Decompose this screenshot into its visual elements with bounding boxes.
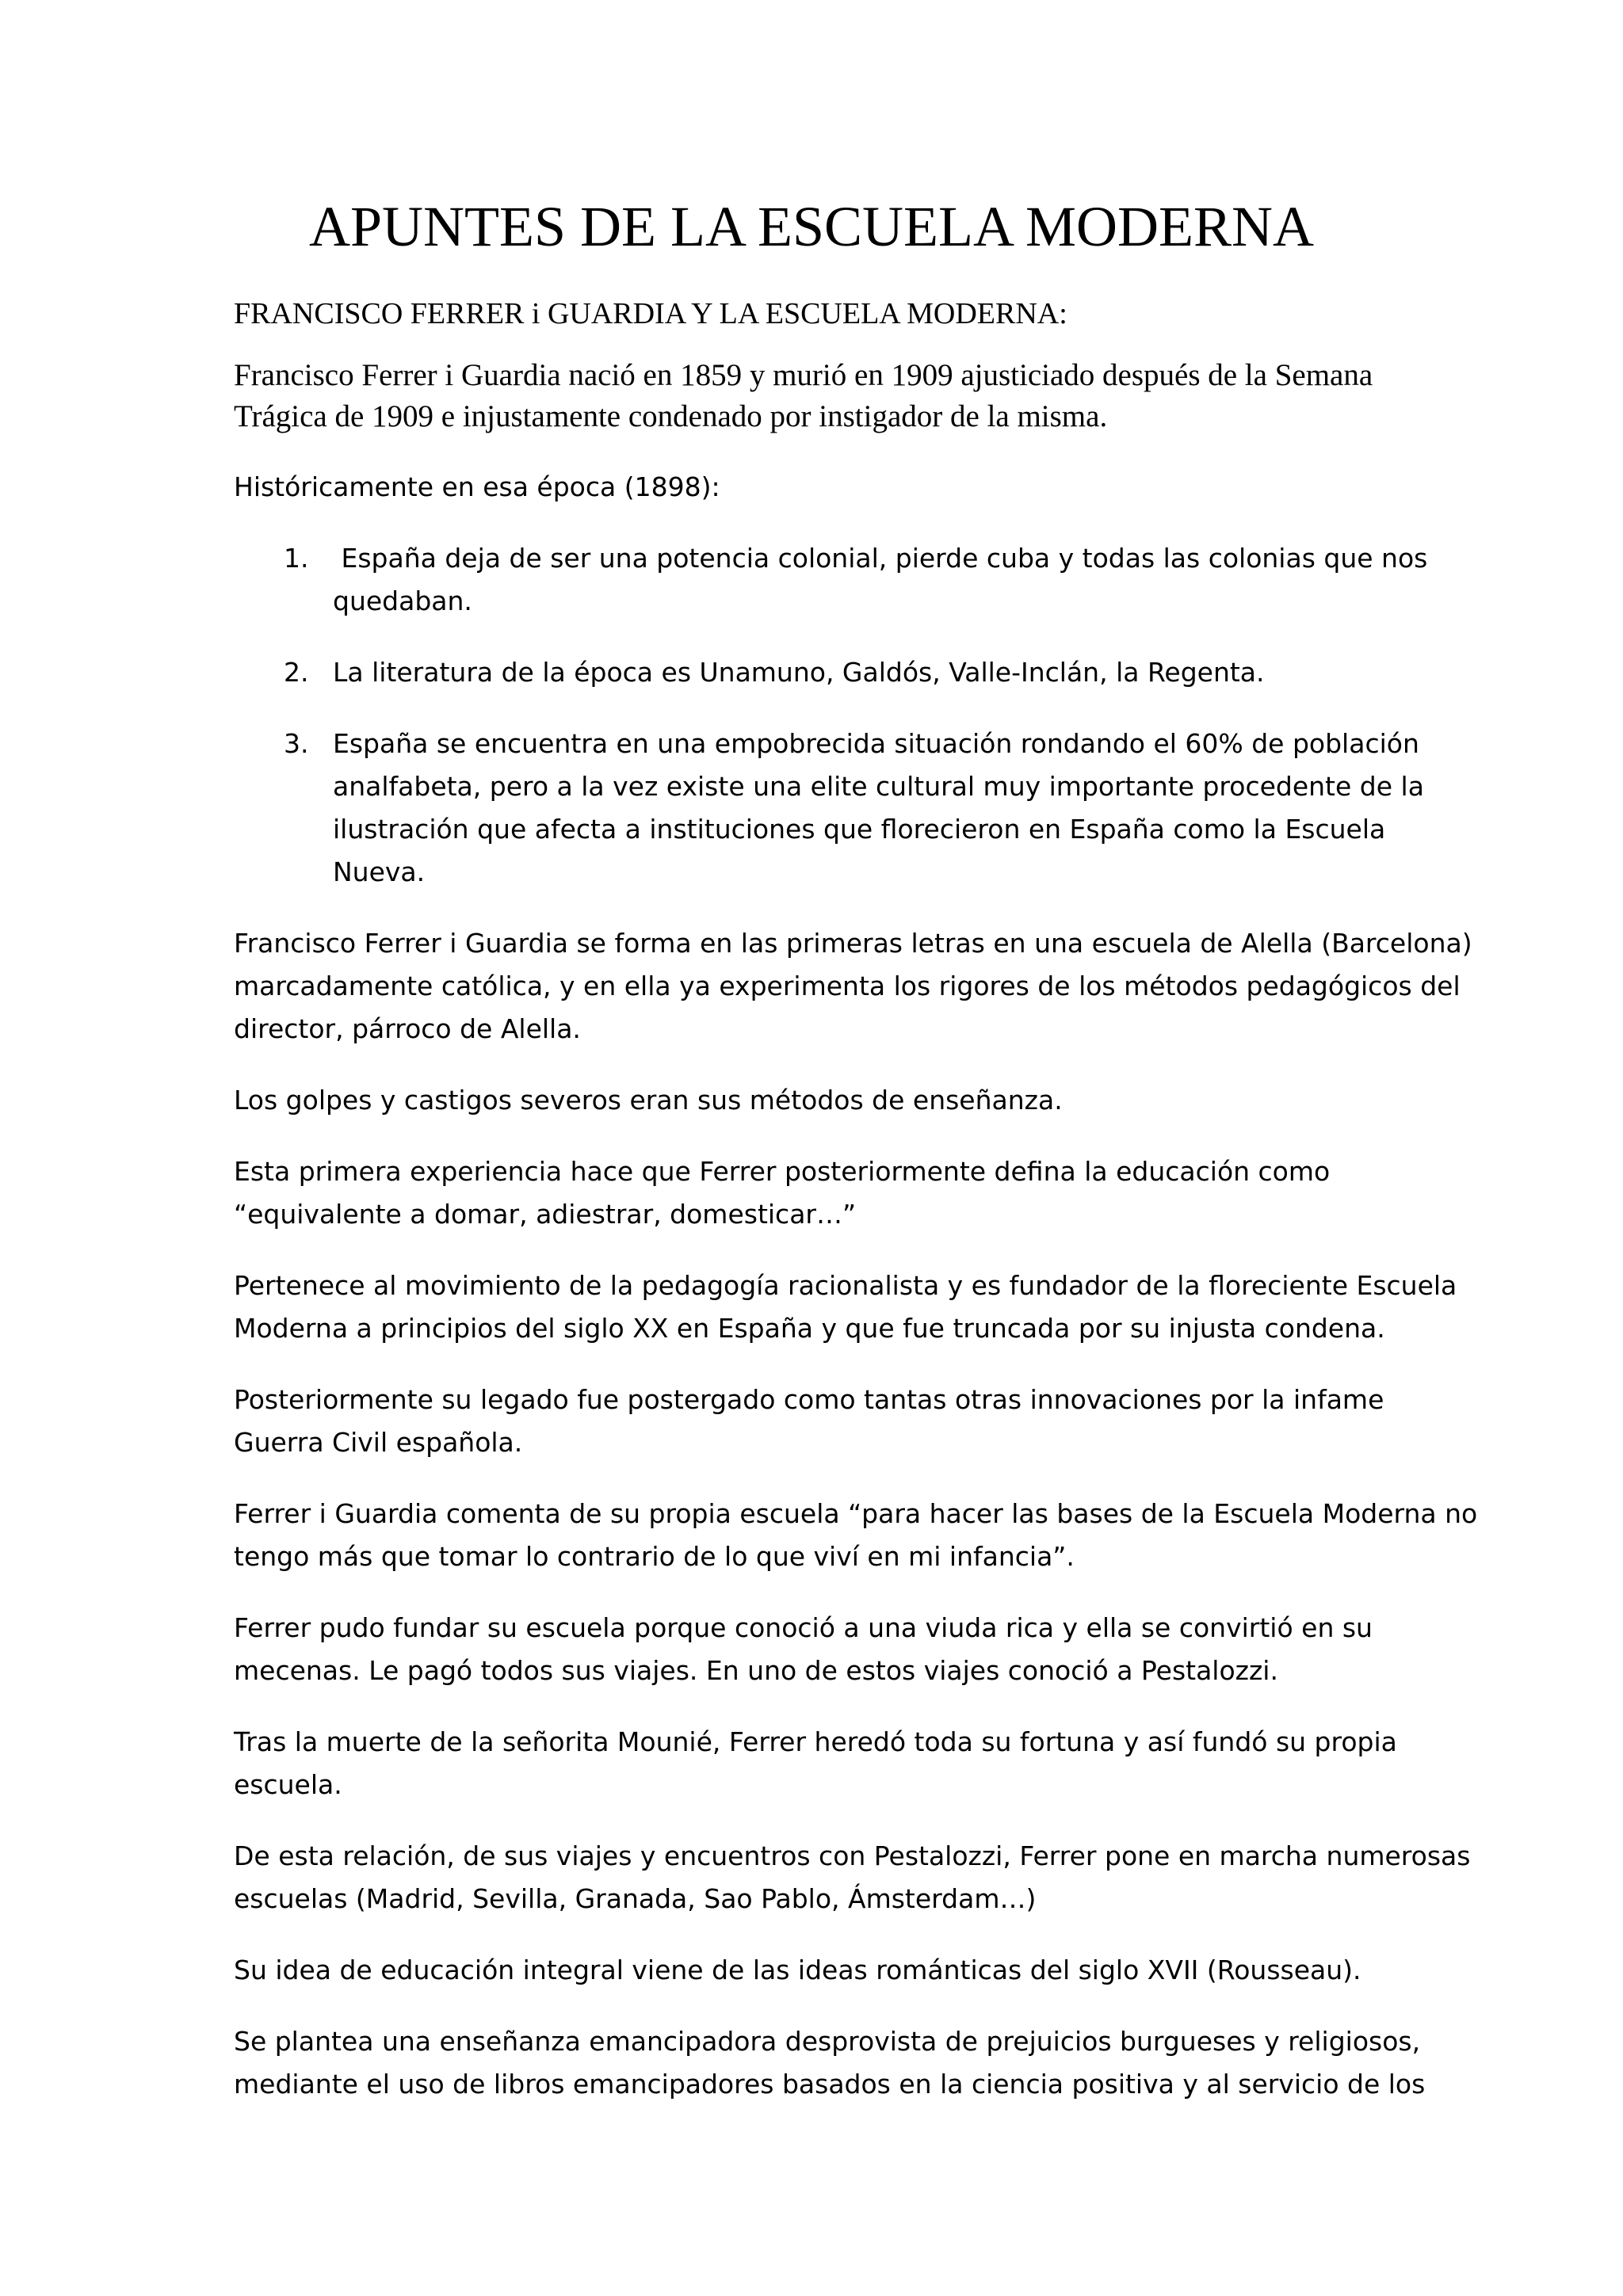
paragraph-line: mecenas. Le pagó todos sus viajes. En uno de estos viajes conoció a Pestalozzi. xyxy=(234,1655,1278,1686)
intro-line: Trágica de 1909 e injustamente condenado por instigador de la misma. xyxy=(234,399,1108,433)
paragraph-line: tengo más que tomar lo contrario de lo que viví en mi infancia”. xyxy=(234,1541,1075,1572)
paragraph-line: Esta primera experiencia hace que Ferrer posteriormente defina la educación como xyxy=(234,1156,1331,1187)
paragraph-line: Francisco Ferrer i Guardia se forma en las primeras letras en una escuela de Alella (Barcelona) xyxy=(234,928,1472,959)
paragraph-line: Moderna a principios del siglo XX en España y que fue truncada por su injusta condena. xyxy=(234,1313,1385,1344)
list-number: 2. xyxy=(284,657,309,688)
paragraph-line: Ferrer pudo fundar su escuela porque conoció a una viuda rica y ella se convirtió en su xyxy=(234,1612,1373,1643)
document-title: APUNTES DE LA ESCUELA MODERNA xyxy=(308,195,1315,258)
list-number: 3. xyxy=(284,728,309,759)
list-item-line: España deja de ser una potencia colonial, pierde cuba y todas las colonias que nos xyxy=(333,543,1428,574)
body-paragraph xyxy=(234,1379,1407,1464)
historic-heading xyxy=(234,466,1407,509)
list-number: 1. xyxy=(284,543,309,574)
body-paragraph xyxy=(234,1493,1478,1578)
body-paragraph xyxy=(234,1721,1407,1806)
list-item-line: quedaban. xyxy=(333,585,472,616)
list-item-line: Nueva. xyxy=(333,856,426,887)
paragraph-line: escuela. xyxy=(234,1769,342,1800)
list-item-line: analfabeta, pero a la vez existe una elite cultural muy importante procedente de la xyxy=(333,771,1424,802)
paragraph-line: Ferrer i Guardia comenta de su propia escuela “para hacer las bases de la Escuela Moderna no xyxy=(234,1498,1478,1529)
section-subtitle: FRANCISCO FERRER i GUARDIA Y LA ESCUELA MODERNA: xyxy=(234,297,1067,330)
paragraph-line: escuelas (Madrid, Sevilla, Granada, Sao Pablo, Ámsterdam…) xyxy=(234,1883,1037,1914)
paragraph-line: director, párroco de Alella. xyxy=(234,1013,581,1044)
list-item xyxy=(234,723,1424,894)
list-item-line: La literatura de la época es Unamuno, Galdós, Valle-Inclán, la Regenta. xyxy=(333,657,1265,688)
intro-paragraph xyxy=(234,355,1391,437)
paragraph-line: De esta relación, de sus viajes y encuentros con Pestalozzi, Ferrer pone en marcha numerosas xyxy=(234,1840,1471,1871)
numbered-list xyxy=(234,537,1428,894)
body-paragraph xyxy=(234,1835,1471,1920)
body-paragraph xyxy=(234,922,1472,1051)
document-body xyxy=(234,466,1478,2134)
body-paragraph xyxy=(234,1607,1407,1692)
paragraph-line: Su idea de educación integral viene de las ideas románticas del siglo XVII (Rousseau). xyxy=(234,1955,1361,1985)
paragraph-line: marcadamente católica, y en ella ya experimenta los rigores de los métodos pedagógicos del xyxy=(234,971,1461,1001)
body-paragraph xyxy=(234,2020,1426,2106)
body-paragraph xyxy=(234,1150,1407,1236)
paragraph-line: Pertenece al movimiento de la pedagogía racionalista y es fundador de la floreciente Escuela xyxy=(234,1270,1457,1301)
body-paragraph xyxy=(234,1264,1457,1350)
list-item xyxy=(234,537,1428,623)
paragraph-line: Guerra Civil española. xyxy=(234,1427,523,1458)
body-paragraph xyxy=(234,1949,1407,1992)
paragraph-line: Tras la muerte de la señorita Mounié, Ferrer heredó toda su fortuna y así fundó su propia xyxy=(234,1726,1397,1757)
list-item-line: ilustración que afecta a instituciones que florecieron en España como la Escuela xyxy=(333,814,1386,845)
paragraph-line: Los golpes y castigos severos eran sus métodos de enseñanza. xyxy=(234,1085,1063,1116)
paragraph-line: Posteriormente su legado fue postergado como tantas otras innovaciones por la infame xyxy=(234,1384,1384,1415)
list-item-line: España se encuentra en una empobrecida situación rondando el 60% de población xyxy=(333,728,1419,759)
paragraph-line: Se plantea una enseñanza emancipadora desprovista de prejuicios burgueses y religiosos, xyxy=(234,2026,1421,2057)
body-paragraph xyxy=(234,1079,1407,1122)
paragraph-line: mediante el uso de libros emancipadores basados en la ciencia positiva y al servicio de los xyxy=(234,2069,1426,2100)
intro-line: Francisco Ferrer i Guardia nació en 1859 y murió en 1909 ajusticiado después de la Semana xyxy=(234,358,1373,392)
paragraph-line: Históricamente en esa época (1898): xyxy=(234,471,720,502)
paragraph-line: “equivalente a domar, adiestrar, domesticar…” xyxy=(234,1199,857,1230)
list-item xyxy=(234,651,1407,694)
